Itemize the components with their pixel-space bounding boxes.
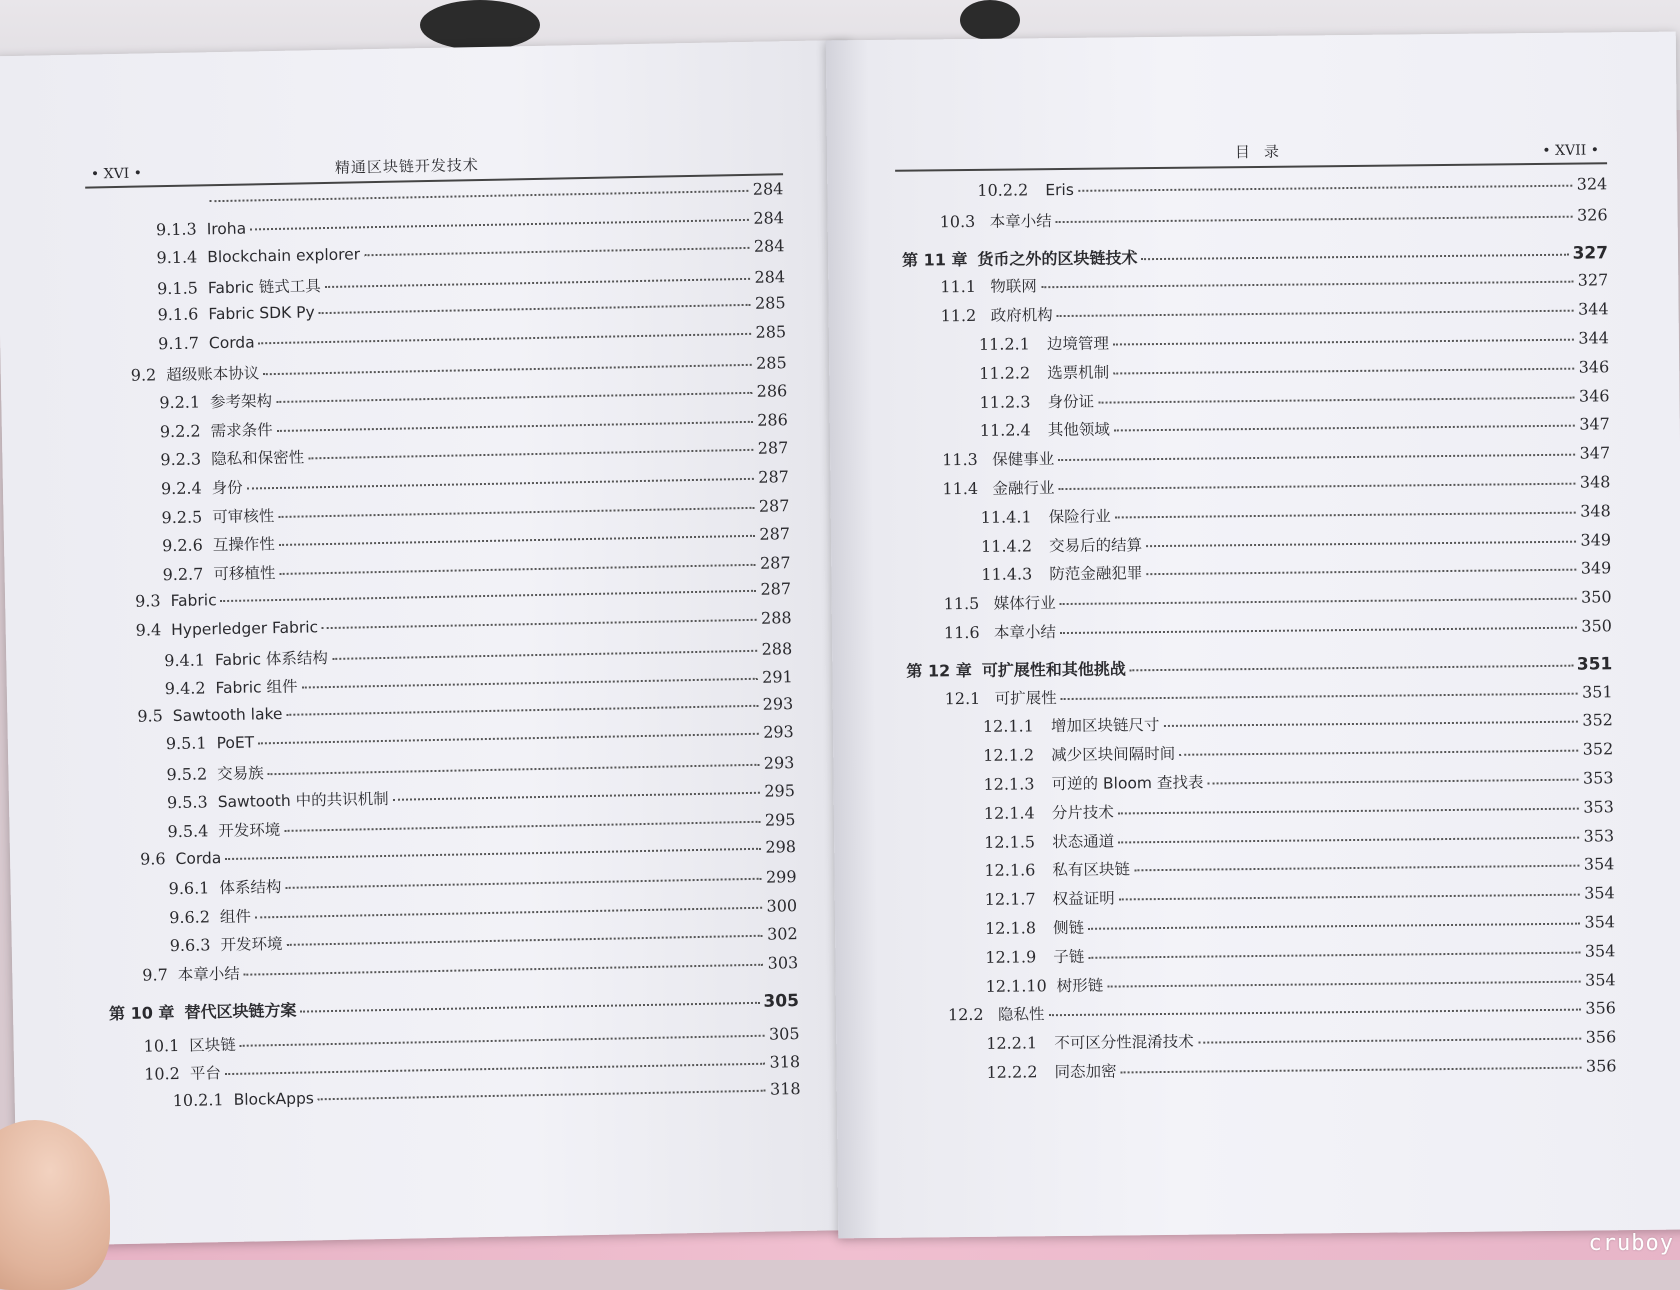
dot-leader bbox=[276, 392, 753, 403]
toc-entry-page: 352 bbox=[1582, 739, 1614, 759]
toc-entry-number: 9.4.1 bbox=[164, 649, 206, 670]
toc-entry-page: 318 bbox=[769, 1052, 801, 1072]
toc-entry-page: 288 bbox=[761, 638, 793, 659]
dot-leader bbox=[284, 821, 761, 832]
toc-entry-number: 9.1.3 bbox=[155, 219, 197, 239]
toc-entry-page: 295 bbox=[764, 781, 796, 802]
dot-leader bbox=[240, 1034, 765, 1046]
toc-entry-number: 11.4.1 bbox=[980, 507, 1032, 527]
toc-entry-title: 保险行业 bbox=[1048, 507, 1111, 526]
toc-entry-number: 11.5 bbox=[943, 594, 980, 614]
dot-leader bbox=[209, 190, 748, 202]
dot-leader bbox=[1121, 1067, 1582, 1074]
toc-entry-number: 12.1.2 bbox=[983, 745, 1035, 766]
toc-entry-title: Corda bbox=[208, 333, 255, 353]
dot-leader bbox=[332, 649, 758, 659]
dot-leader bbox=[279, 564, 756, 575]
toc-entry-title: 分片技术 bbox=[1051, 803, 1114, 822]
dot-leader bbox=[286, 935, 763, 946]
toc-entry-number: 11.2.2 bbox=[979, 363, 1031, 383]
dot-leader bbox=[322, 619, 757, 629]
toc-entry-number: 11.4.3 bbox=[981, 564, 1033, 585]
toc-entry-page: 287 bbox=[758, 495, 790, 516]
toc-entry-number: 9.1.4 bbox=[156, 247, 198, 268]
dot-leader bbox=[247, 478, 755, 490]
toc-entry-page: 354 bbox=[1584, 883, 1615, 903]
toc-entry-title: 超级账本协议 bbox=[166, 363, 260, 384]
toc-entry-page: 356 bbox=[1585, 998, 1617, 1018]
dot-leader bbox=[1119, 894, 1580, 901]
toc-entry-number: 11.1 bbox=[940, 277, 977, 297]
toc-entry-page: 324 bbox=[1576, 174, 1608, 194]
dot-leader bbox=[1058, 483, 1575, 490]
toc-entry-number bbox=[156, 205, 196, 206]
toc-entry-page: 346 bbox=[1578, 357, 1610, 377]
toc-entry-number: 第 11 章 bbox=[901, 249, 968, 270]
toc-entry-number: 11.6 bbox=[943, 622, 980, 643]
dot-leader bbox=[325, 278, 751, 288]
dot-leader bbox=[277, 421, 754, 432]
toc-entry-title: Hyperledger Fabric bbox=[170, 618, 319, 639]
toc-entry-number: 12.2.1 bbox=[986, 1033, 1038, 1053]
toc-entry-title: 边境管理 bbox=[1046, 334, 1110, 354]
toc-entry-title: 体系结构 bbox=[219, 878, 282, 898]
toc-entry-page: 287 bbox=[760, 579, 792, 600]
toc-entry-title: 开发环境 bbox=[220, 935, 283, 955]
toc-entry-page: 326 bbox=[1576, 205, 1608, 225]
toc-entry-number: 9.2.4 bbox=[160, 478, 202, 499]
dot-leader bbox=[1114, 425, 1575, 432]
toc-entry-title: 保健事业 bbox=[992, 450, 1055, 469]
toc-entry-number: 9.3 bbox=[134, 591, 161, 612]
toc-entry-page: 299 bbox=[765, 867, 797, 887]
toc-entry bbox=[902, 203, 1608, 239]
toc-entry-number: 9.1.7 bbox=[158, 333, 200, 354]
left-page bbox=[0, 40, 873, 1246]
dot-leader bbox=[225, 1063, 766, 1075]
toc-entry-title: 交易后的结算 bbox=[1048, 535, 1143, 555]
toc-entry-title: 身份证 bbox=[1047, 392, 1095, 411]
toc-entry-number: 9.6.3 bbox=[169, 935, 211, 956]
toc-entry-title: 减少区块间隔时间 bbox=[1051, 745, 1176, 765]
toc-entry-page: 354 bbox=[1584, 912, 1616, 932]
toc-entry-title: 其他领域 bbox=[1047, 420, 1110, 440]
toc-entry-page: 348 bbox=[1580, 501, 1611, 521]
dot-leader bbox=[1056, 215, 1573, 222]
toc-entry-title: Corda bbox=[175, 848, 222, 868]
toc-entry-page: 349 bbox=[1580, 558, 1612, 578]
toc-entry-page: 288 bbox=[760, 608, 792, 628]
dot-leader bbox=[1115, 511, 1576, 518]
toc-entry-title: 可移植性 bbox=[213, 563, 276, 583]
toc-entry-title: 媒体行业 bbox=[993, 594, 1056, 613]
dot-leader bbox=[1088, 923, 1580, 930]
toc-entry-title: 侧链 bbox=[1052, 918, 1085, 938]
toc-entry-page: 293 bbox=[763, 722, 794, 742]
toc-entry-number: 9.4.2 bbox=[164, 678, 206, 699]
toc-entry-page: 318 bbox=[769, 1078, 801, 1099]
dot-leader bbox=[1060, 627, 1577, 634]
toc-entry-number: 11.2.1 bbox=[978, 334, 1030, 354]
dot-leader bbox=[268, 764, 760, 775]
toc-entry-number: 11.4 bbox=[942, 478, 979, 499]
toc-entry-number: 9.6 bbox=[139, 848, 166, 869]
toc-entry-title: 可扩展性 bbox=[994, 688, 1057, 708]
toc-entry-page: 347 bbox=[1579, 443, 1611, 463]
cloth-dot bbox=[960, 0, 1020, 40]
dot-leader bbox=[1141, 253, 1568, 259]
toc-entry-title: 本章小结 bbox=[989, 211, 1052, 231]
toc-entry-number: 9.2.5 bbox=[161, 506, 203, 527]
dot-leader bbox=[364, 247, 750, 256]
toc-entry-page: 354 bbox=[1584, 969, 1616, 990]
toc-entry-title: 同态加密 bbox=[1054, 1062, 1117, 1082]
dot-leader bbox=[1113, 367, 1574, 374]
dot-leader bbox=[255, 907, 763, 919]
toc-entry-page: 285 bbox=[755, 322, 787, 342]
dot-leader bbox=[1134, 865, 1580, 872]
dot-leader bbox=[318, 1090, 766, 1101]
toc-entry-number: 12.2.2 bbox=[986, 1062, 1038, 1082]
toc-entry-number: 9.2.2 bbox=[159, 421, 201, 441]
dot-leader bbox=[1088, 951, 1580, 958]
toc-entry-number: 12.1.8 bbox=[984, 918, 1037, 938]
contents-title: 目录 bbox=[1234, 142, 1294, 162]
toc-entry-title: 状态通道 bbox=[1052, 832, 1115, 851]
toc-entry-title: 本章小结 bbox=[177, 964, 240, 985]
dot-leader bbox=[1057, 310, 1574, 317]
toc-entry-page: 303 bbox=[767, 953, 799, 973]
dot-leader bbox=[1048, 1009, 1581, 1017]
dot-leader bbox=[1113, 339, 1574, 346]
right-page-number: • XVII • bbox=[1542, 142, 1600, 159]
dot-leader bbox=[1146, 569, 1576, 576]
dot-leader bbox=[278, 506, 755, 517]
toc-entry-title: 开发环境 bbox=[218, 821, 281, 841]
toc-entry-title: 可逆的 Bloom 查找表 bbox=[1051, 773, 1204, 794]
toc-entry-page: 295 bbox=[764, 810, 796, 830]
dot-leader bbox=[308, 449, 754, 460]
toc-entry-number: 10.2 bbox=[144, 1064, 181, 1084]
toc-entry-title: 防范金融犯罪 bbox=[1049, 564, 1143, 584]
left-toc-list bbox=[93, 179, 801, 1120]
toc-entry-number: 12.1.5 bbox=[984, 831, 1036, 852]
toc-entry-title: 不可区分性混淆技术 bbox=[1054, 1032, 1194, 1053]
dot-leader bbox=[250, 218, 749, 230]
toc-entry-page: 284 bbox=[753, 236, 785, 256]
toc-entry-page: 348 bbox=[1579, 472, 1611, 492]
toc-entry-title: Sawtooth 中的共识机制 bbox=[217, 790, 389, 812]
toc-entry-number: 9.2.3 bbox=[160, 449, 202, 470]
toc-entry-title: 可审核性 bbox=[212, 506, 275, 526]
dot-leader bbox=[244, 964, 764, 976]
toc-entry-number: 12.1.1 bbox=[982, 716, 1034, 737]
toc-entry-title: 互操作性 bbox=[212, 535, 275, 555]
toc-entry bbox=[906, 614, 1612, 650]
toc-entry-title: Fabric SDK Py bbox=[208, 303, 315, 324]
toc-entry-title: Eris bbox=[1045, 180, 1074, 200]
toc-entry-page: 327 bbox=[1572, 242, 1609, 264]
toc-entry-title: Fabric 链式工具 bbox=[207, 276, 321, 298]
toc-entry-page: 356 bbox=[1585, 1056, 1617, 1076]
toc-entry-title: PoET bbox=[216, 733, 255, 753]
dot-leader bbox=[1118, 836, 1579, 843]
toc-entry-number: 第 12 章 bbox=[906, 660, 972, 681]
toc-entry-title: 身份 bbox=[211, 478, 243, 498]
toc-entry-page: 349 bbox=[1580, 529, 1612, 550]
dot-leader bbox=[302, 678, 759, 689]
toc-entry-page: 293 bbox=[762, 693, 794, 714]
dot-leader bbox=[1130, 664, 1573, 671]
toc-entry-number: 9.1.5 bbox=[156, 278, 199, 299]
toc-entry-page: 285 bbox=[755, 352, 787, 373]
toc-entry-number: 11.2.3 bbox=[979, 391, 1031, 412]
dot-leader bbox=[221, 590, 757, 602]
toc-entry-number: 第 10 章 bbox=[108, 1002, 175, 1023]
right-page bbox=[826, 32, 1680, 1239]
toc-entry-page: 353 bbox=[1583, 797, 1614, 817]
toc-entry-number: 9.5 bbox=[137, 705, 163, 726]
toc-entry-number: 9.2.6 bbox=[161, 535, 203, 556]
dot-leader bbox=[1107, 980, 1581, 987]
toc-entry-title: 增加区块链尺寸 bbox=[1050, 716, 1160, 736]
dot-leader bbox=[1179, 750, 1578, 756]
toc-entry-title: 物联网 bbox=[990, 277, 1037, 297]
dot-leader bbox=[1078, 185, 1573, 192]
toc-entry-number: 12.1 bbox=[944, 688, 981, 708]
toc-entry-number: 11.2.4 bbox=[979, 420, 1031, 441]
toc-entry-title: Sawtooth lake bbox=[172, 704, 283, 725]
toc-entry-title: 隐私和保密性 bbox=[210, 448, 305, 469]
toc-entry-page: 344 bbox=[1577, 299, 1609, 319]
toc-entry-title: Fabric bbox=[170, 591, 217, 611]
toc-entry-title: BlockApps bbox=[233, 1089, 315, 1109]
dot-leader bbox=[1146, 540, 1576, 547]
toc-entry bbox=[910, 1054, 1616, 1090]
dot-leader bbox=[1041, 281, 1574, 289]
toc-entry-page: 286 bbox=[756, 381, 788, 401]
toc-entry-page: 344 bbox=[1578, 328, 1610, 348]
dot-leader bbox=[263, 363, 752, 374]
book-title: 精通区块链开发技术 bbox=[334, 156, 480, 177]
dot-leader bbox=[279, 535, 756, 546]
toc-entry-number: 9.6.1 bbox=[168, 878, 210, 899]
toc-entry-number: 9.5.2 bbox=[166, 764, 208, 785]
toc-entry-number: 9.2 bbox=[130, 364, 157, 385]
toc-entry-page: 350 bbox=[1581, 616, 1613, 636]
toc-entry-number: 10.3 bbox=[939, 211, 976, 232]
toc-entry-title: 需求条件 bbox=[210, 420, 273, 440]
toc-entry-page: 291 bbox=[761, 667, 793, 687]
toc-entry-title: 政府机构 bbox=[990, 306, 1053, 325]
toc-entry-number: 10.2.1 bbox=[172, 1089, 224, 1110]
toc-entry-page: 346 bbox=[1578, 385, 1610, 406]
cloth-dot bbox=[420, 0, 540, 50]
toc-entry-title: 平台 bbox=[189, 1064, 222, 1083]
right-toc-list bbox=[901, 174, 1616, 1090]
toc-entry-page: 351 bbox=[1581, 681, 1613, 702]
toc-entry-page: 287 bbox=[759, 552, 791, 573]
dot-leader bbox=[286, 704, 758, 715]
toc-entry-title: 参考架构 bbox=[209, 392, 273, 412]
toc-entry-title: 树形链 bbox=[1056, 976, 1104, 995]
toc-entry-page: 293 bbox=[763, 752, 795, 773]
toc-entry-number: 9.1.6 bbox=[157, 304, 199, 325]
toc-entry-number: 11.3 bbox=[942, 450, 978, 470]
toc-entry-number: 9.2.1 bbox=[159, 392, 201, 413]
toc-entry-page: 356 bbox=[1585, 1027, 1617, 1047]
toc-entry-page: 286 bbox=[757, 409, 788, 430]
toc-entry-number: 12.1.6 bbox=[984, 860, 1036, 881]
toc-entry-page: 305 bbox=[768, 1023, 800, 1044]
dot-leader bbox=[259, 333, 752, 344]
toc-entry-number: 11.2 bbox=[940, 306, 977, 326]
dot-leader bbox=[1060, 598, 1577, 605]
toc-entry-number: 9.5.1 bbox=[165, 733, 207, 754]
toc-entry-number: 9.2.7 bbox=[162, 564, 204, 584]
dot-leader bbox=[1061, 692, 1578, 699]
toc-entry-title: Blockchain explorer bbox=[207, 245, 361, 267]
toc-entry-page: 298 bbox=[765, 836, 797, 857]
toc-entry-page: 302 bbox=[766, 924, 798, 945]
toc-entry-number: 9.6.2 bbox=[169, 907, 211, 927]
toc-entry-number: 9.5.4 bbox=[167, 821, 209, 842]
dot-leader bbox=[1058, 454, 1575, 461]
toc-entry-page: 353 bbox=[1583, 825, 1615, 846]
toc-entry-page: 284 bbox=[752, 179, 784, 199]
dot-leader bbox=[393, 792, 761, 801]
dot-leader bbox=[300, 1001, 759, 1012]
toc-entry-title: 金融行业 bbox=[992, 479, 1055, 498]
toc-entry-number: 12.1.9 bbox=[985, 947, 1037, 967]
toc-entry-title: 权益证明 bbox=[1052, 889, 1115, 909]
toc-entry-page: 305 bbox=[763, 990, 800, 1012]
dot-leader bbox=[1207, 779, 1579, 785]
toc-entry-title: 可扩展性和其他挑战 bbox=[981, 659, 1126, 680]
dot-leader bbox=[285, 878, 762, 889]
toc-entry-page: 354 bbox=[1583, 854, 1615, 874]
toc-entry-title: 组件 bbox=[219, 907, 252, 927]
dot-leader bbox=[1163, 721, 1578, 727]
toc-entry-number: 9.5.3 bbox=[166, 792, 208, 813]
toc-entry-number: 10.1 bbox=[143, 1035, 180, 1056]
toc-entry-number: 12.1.3 bbox=[983, 774, 1035, 794]
dot-leader bbox=[1098, 396, 1575, 403]
toc-entry-number: 9.4 bbox=[135, 620, 162, 640]
toc-entry-title: 本章小结 bbox=[993, 623, 1057, 642]
toc-entry-title: 货币之外的区块链技术 bbox=[977, 247, 1138, 269]
toc-entry-title: Fabric 体系结构 bbox=[214, 648, 329, 669]
watermark: cruboy bbox=[1588, 1231, 1674, 1256]
toc-entry-page: 287 bbox=[759, 524, 791, 544]
toc-entry-page: 285 bbox=[754, 293, 786, 314]
toc-entry-page: 287 bbox=[758, 467, 790, 487]
toc-entry-title: 子链 bbox=[1053, 947, 1085, 966]
toc-entry-page: 350 bbox=[1580, 587, 1612, 607]
left-page-number: • XVI • bbox=[90, 165, 143, 183]
toc-entry-number: 9.7 bbox=[142, 965, 168, 985]
dot-leader bbox=[319, 304, 751, 314]
toc-entry-title: 私有区块链 bbox=[1052, 860, 1131, 880]
toc-entry-page: 347 bbox=[1579, 414, 1610, 434]
toc-entry-title: 隐私性 bbox=[997, 1005, 1045, 1025]
toc-entry-page: 327 bbox=[1577, 270, 1609, 291]
toc-entry-number: 11.4.2 bbox=[980, 535, 1033, 556]
toc-entry-page: 352 bbox=[1582, 710, 1614, 730]
toc-entry-number: 12.1.10 bbox=[985, 975, 1047, 996]
dot-leader bbox=[225, 847, 761, 859]
toc-entry-number: 10.2.2 bbox=[977, 180, 1029, 200]
toc-entry-title: Iroha bbox=[206, 219, 247, 238]
dot-leader bbox=[1118, 807, 1579, 814]
toc-entry-title: 区块链 bbox=[189, 1035, 236, 1055]
dot-leader bbox=[1198, 1038, 1582, 1044]
toc-entry-title: Fabric 组件 bbox=[215, 677, 298, 698]
toc-entry-title: 交易族 bbox=[217, 764, 264, 784]
toc-entry-page: 354 bbox=[1584, 940, 1616, 961]
toc-entry-page: 287 bbox=[757, 438, 789, 459]
toc-entry-number: 12.2 bbox=[947, 1005, 984, 1025]
toc-entry-title: 替代区块链方案 bbox=[184, 1000, 297, 1022]
toc-entry-title: 选票机制 bbox=[1047, 363, 1110, 382]
toc-entry-page: 300 bbox=[766, 895, 798, 916]
toc-entry-page: 353 bbox=[1582, 768, 1614, 788]
dot-leader bbox=[258, 733, 759, 745]
toc-entry-page: 284 bbox=[754, 266, 786, 287]
right-page-header bbox=[895, 122, 1607, 171]
toc-entry-page: 351 bbox=[1576, 654, 1613, 675]
toc-entry-number: 12.1.7 bbox=[984, 889, 1036, 909]
toc-entry-number: 12.1.4 bbox=[983, 803, 1035, 823]
toc-entry-page: 284 bbox=[753, 207, 785, 228]
